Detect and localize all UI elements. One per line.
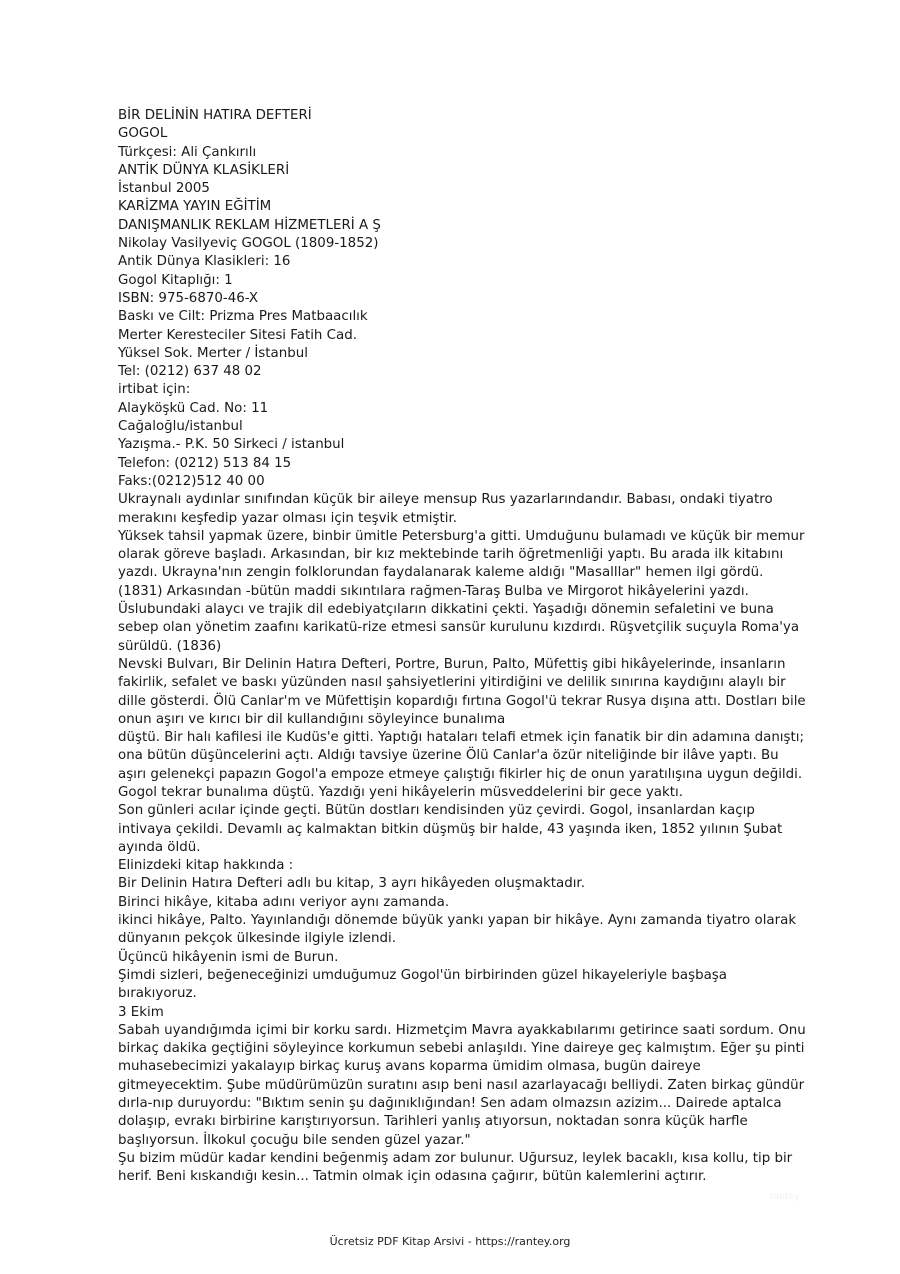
- front-matter-line: Tel: (0212) 637 48 02: [118, 364, 262, 380]
- front-matter-line: Telefon: (0212) 513 84 15: [118, 455, 292, 471]
- front-matter-line: Baskı ve Cilt: Prizma Pres Matbaacılık: [118, 309, 368, 325]
- front-matter-line: Cağaloğlu/istanbul: [118, 419, 243, 435]
- front-matter-line: DANIŞMANLIK REKLAM HİZMETLERİ A Ş: [118, 217, 381, 233]
- front-matter-line: GOGOL: [118, 126, 168, 142]
- paragraph: Ukraynalı aydınlar sınıfından küçük bir aileye mensup Rus yazarlarındandır. Babası, ondaki tiyatro merakını keşfedip yazar olması için teşvik etmiştir.: [118, 492, 773, 526]
- section-heading: Elinizdeki kitap hakkında :: [118, 858, 294, 874]
- front-matter-line: ANTİK DÜNYA KLASİKLERİ: [118, 162, 290, 178]
- front-matter-line: Yüksel Sok. Merter / İstanbul: [118, 345, 308, 361]
- front-matter-line: Faks:(0212)512 40 00: [118, 473, 265, 489]
- paragraph: Sabah uyandığımda içimi bir korku sardı. Hizmetçim Mavra ayakkabılarımı getirince saati sordum. Onu birkaç dakika geçtiğini söyleyince korkumun sebebi anlaşıldı. Yine daireye geç kalmıştım. Eğer şu pinti muhasebecimizi yakalayıp birkaç kuruş avans koparma ümidim olmasa, bugün daireye gitmeyecektim. Şube müdürümüzün suratını asıp beni nasıl azarlayacağı belliydi. Zaten birkaç gündür dırla-nıp duruyordu: "Bıktım senin şu dağınıklığından! Sen adam olmazsın azizim... Dairede aptalca dolaşıp, evrakı birbirine karıştırıyorsun. Tarihleri yanlış atıyorsun, noktadan sonra küçük harfle başlıyorsun. İlkokul çocuğu bile senden güzel yazar.": [118, 1022, 806, 1148]
- paragraph: düştü. Bir halı kafilesi ile Kudüs'e gitti. Yaptığı hataları telafi etmek için fanatik bir din adamına danıştı; ona bütün düşüncelerini açtı. Aldığı tavsiye üzerine Ölü Canlar'a özür niteliğinde bir ilâve yaptı. Bu aşırı gelenekçi papazın Gogol'a empoze etmeye çalıştığı fikirler hiç de onun yaratılışına uygun değildi. Gogol tekrar bunalıma düştü. Yazdığı yeni hikâyelerin müsveddelerini bir gece yaktı.: [118, 730, 804, 800]
- front-matter-line: irtibat için:: [118, 382, 191, 398]
- front-matter-line: BİR DELİNİN HATIRA DEFTERİ: [118, 108, 312, 123]
- paragraph: Şimdi sizleri, beğeneceğinizi umduğumuz Gogol'ün birbirinden güzel hikayeleriyle başbaşa bırakıyoruz.: [118, 967, 727, 1002]
- front-matter-line: KARİZMA YAYIN EĞİTİM: [118, 199, 272, 215]
- page-footer: Ücretsiz PDF Kitap Arsivi - https://rantey.org: [329, 1235, 571, 1248]
- paragraph: Birinci hikâye, kitaba adını veriyor aynı zamanda.: [118, 894, 450, 910]
- front-matter-line: Yazışma.- P.K. 50 Sirkeci / istanbul: [118, 437, 345, 453]
- page-body: [118, 107, 808, 1187]
- front-matter-line: Merter Keresteciler Sitesi Fatih Cad.: [118, 327, 357, 343]
- front-matter-line: Türkçesi: Ali Çankırılı: [118, 144, 257, 160]
- front-matter-line: Gogol Kitaplığı: 1: [118, 272, 233, 288]
- paragraph: Yüksek tahsil yapmak üzere, binbir ümitle Petersburg'a gitti. Umduğunu bulamadı ve küçük bir memur olarak göreve başladı. Arkasından, bir kız mektebinde tarih öğretmenliği yaptı. Bu arada ilk kitabını yazdı. Ukrayna'nın zengin folklorundan faydalanarak kaleme aldığı "Masalllar" hemen ilgi gördü. (1831) Arkasından -bütün maddi sıkıntılara rağmen-Taraş Bulba ve Mirgorot hikâyelerini yazdı. Üslubundaki alaycı ve trajik dil edebiyatçıların dikkatini çekti. Yaşadığı dönemin sefaletini ve buna sebep olan yönetim zaafını karikatü-rize etmesi sansür kurulunu kızdırdı. Rüşvetçilik suçuyla Roma'ya sürüldü. (1836): [118, 528, 805, 654]
- front-matter-line: Alayköşkü Cad. No: 11: [118, 400, 269, 416]
- front-matter-line: Antik Dünya Klasikleri: 16: [118, 254, 291, 270]
- paragraph: Bir Delinin Hatıra Defteri adlı bu kitap, 3 ayrı hikâyeden oluşmaktadır.: [118, 876, 585, 892]
- paragraph: Şu bizim müdür kadar kendini beğenmiş adam zor bulunur. Uğursuz, leylek bacaklı, kısa kollu, tip bir herif. Beni kıskandığı kesin... Tatmin olmak için odasına çağırır, bütün kalemlerini açtırır.: [118, 1150, 793, 1185]
- front-matter-line: ISBN: 975-6870-46-X: [118, 290, 259, 306]
- paragraph: ikinci hikâye, Palto. Yayınlandığı dönemde büyük yankı yapan bir hikâye. Aynı zamanda tiyatro olarak dünyanın pekçok ülkesinde ilgiyle izlendi.: [118, 913, 797, 947]
- diary-date: 3 Ekim: [118, 1004, 164, 1020]
- paragraph: Üçüncü hikâyenin ismi de Burun.: [118, 949, 339, 965]
- front-matter-line: İstanbul 2005: [118, 181, 210, 197]
- paragraph: Nevski Bulvarı, Bir Delinin Hatıra Defteri, Portre, Burun, Palto, Müfettiş gibi hikâyelerinde, insanların fakirlik, sefalet ve baskı yüzünden nasıl şahsiyetlerini yitirdiğini ve delilik sınırına kaydığını alaylı bir dille gösterdi. Ölü Canlar'm ve Müfettişin kopardığı fırtına Gogol'ü tekrar Rusya dışına attı. Dostları bile onun aşırı ve kırıcı bir dil kullandığını söyleyince bunalıma: [118, 656, 806, 727]
- paragraph: Son günleri acılar içinde geçti. Bütün dostları kendisinden yüz çevirdi. Gogol, insanlardan kaçıp intivaya çekildi. Devamlı aç kalmaktan bitkin düşmüş bir halde, 43 yaşında iken, 1852 yılının Şubat ayında öldü.: [118, 803, 783, 855]
- front-matter-line: Nikolay Vasilyeviç GOGOL (1809-1852): [118, 236, 379, 252]
- watermark: rantey: [770, 1192, 800, 1202]
